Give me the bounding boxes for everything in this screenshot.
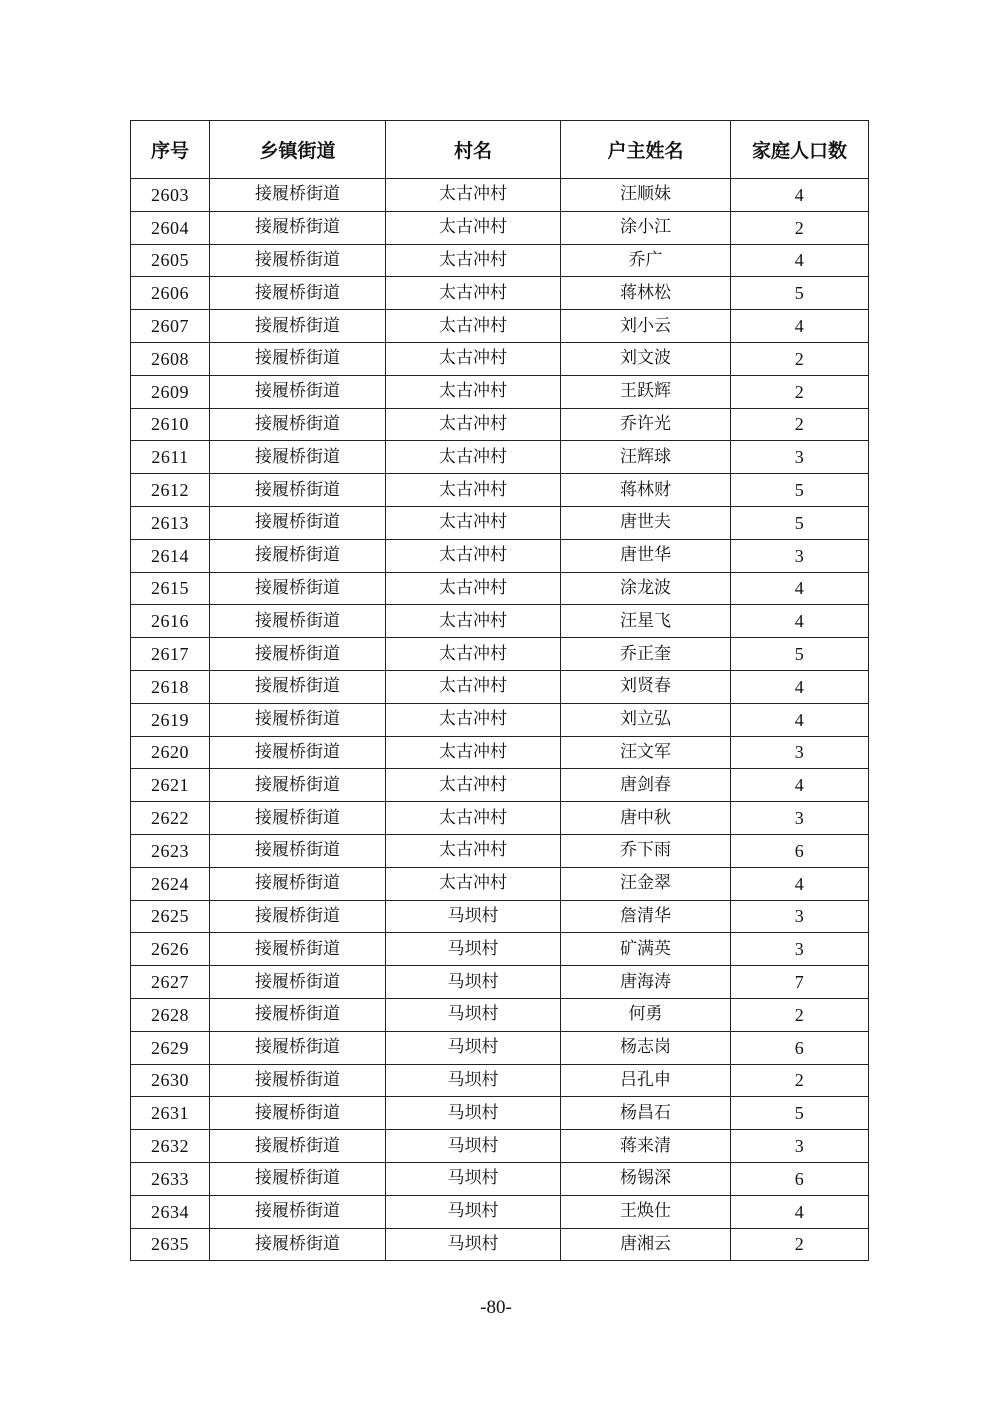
township-street-cell: 接履桥街道 xyxy=(210,769,386,802)
village-name-cell: 太古冲村 xyxy=(386,539,561,572)
table-row xyxy=(131,900,869,933)
serial-number-cell: 2626 xyxy=(131,933,210,966)
village-name-cell: 太古冲村 xyxy=(386,802,561,835)
village-name-cell: 马坝村 xyxy=(386,1064,561,1097)
village-name-cell: 太古冲村 xyxy=(386,736,561,769)
householder-name-cell: 王焕仕 xyxy=(561,1195,731,1228)
serial-number-cell: 2630 xyxy=(131,1064,210,1097)
header-row xyxy=(131,121,869,179)
serial-number-cell: 2609 xyxy=(131,375,210,408)
householder-name-cell: 乔许光 xyxy=(561,408,731,441)
township-street-cell: 接履桥街道 xyxy=(210,539,386,572)
family-size-cell: 4 xyxy=(731,670,869,703)
family-size-cell: 2 xyxy=(731,342,869,375)
serial-number-cell: 2612 xyxy=(131,474,210,507)
family-size-cell: 5 xyxy=(731,474,869,507)
householder-name-cell: 刘立弘 xyxy=(561,703,731,736)
householder-name-cell: 汪辉球 xyxy=(561,441,731,474)
table-row xyxy=(131,703,869,736)
householder-name-cell: 何勇 xyxy=(561,998,731,1031)
householder-name-cell: 刘文波 xyxy=(561,342,731,375)
serial-number-cell: 2629 xyxy=(131,1031,210,1064)
township-street-cell: 接履桥街道 xyxy=(210,900,386,933)
township-street-cell: 接履桥街道 xyxy=(210,474,386,507)
family-size-cell: 4 xyxy=(731,1195,869,1228)
village-name-cell: 太古冲村 xyxy=(386,867,561,900)
table-row xyxy=(131,834,869,867)
village-name-cell: 太古冲村 xyxy=(386,638,561,671)
village-name-cell: 马坝村 xyxy=(386,933,561,966)
table-row xyxy=(131,408,869,441)
township-street-cell: 接履桥街道 xyxy=(210,1097,386,1130)
serial-number-cell: 2605 xyxy=(131,244,210,277)
serial-number-cell: 2606 xyxy=(131,277,210,310)
family-size-cell: 3 xyxy=(731,736,869,769)
serial-number-cell: 2610 xyxy=(131,408,210,441)
village-name-cell: 马坝村 xyxy=(386,1162,561,1195)
village-name-cell: 马坝村 xyxy=(386,1031,561,1064)
header-village-name: 村名 xyxy=(386,121,561,179)
householder-name-cell: 蒋来清 xyxy=(561,1130,731,1163)
householder-name-cell: 刘小云 xyxy=(561,310,731,343)
table-row xyxy=(131,1228,869,1261)
family-size-cell: 4 xyxy=(731,572,869,605)
village-name-cell: 马坝村 xyxy=(386,1130,561,1163)
table-row xyxy=(131,506,869,539)
table-row xyxy=(131,572,869,605)
family-size-cell: 2 xyxy=(731,1228,869,1261)
householder-name-cell: 汪星飞 xyxy=(561,605,731,638)
township-street-cell: 接履桥街道 xyxy=(210,441,386,474)
householder-name-cell: 杨志岗 xyxy=(561,1031,731,1064)
table-row xyxy=(131,211,869,244)
village-name-cell: 太古冲村 xyxy=(386,211,561,244)
family-size-cell: 4 xyxy=(731,867,869,900)
table-row xyxy=(131,277,869,310)
table-row xyxy=(131,441,869,474)
serial-number-cell: 2635 xyxy=(131,1228,210,1261)
village-name-cell: 太古冲村 xyxy=(386,605,561,638)
village-name-cell: 马坝村 xyxy=(386,998,561,1031)
township-street-cell: 接履桥街道 xyxy=(210,1064,386,1097)
serial-number-cell: 2633 xyxy=(131,1162,210,1195)
family-size-cell: 4 xyxy=(731,703,869,736)
village-name-cell: 太古冲村 xyxy=(386,441,561,474)
family-size-cell: 3 xyxy=(731,1130,869,1163)
table-row xyxy=(131,1162,869,1195)
serial-number-cell: 2617 xyxy=(131,638,210,671)
table-row xyxy=(131,342,869,375)
table-row xyxy=(131,1130,869,1163)
header-township-street: 乡镇街道 xyxy=(210,121,386,179)
serial-number-cell: 2613 xyxy=(131,506,210,539)
township-street-cell: 接履桥街道 xyxy=(210,703,386,736)
township-street-cell: 接履桥街道 xyxy=(210,638,386,671)
serial-number-cell: 2631 xyxy=(131,1097,210,1130)
village-name-cell: 马坝村 xyxy=(386,1097,561,1130)
township-street-cell: 接履桥街道 xyxy=(210,605,386,638)
table-row xyxy=(131,670,869,703)
township-street-cell: 接履桥街道 xyxy=(210,1031,386,1064)
serial-number-cell: 2611 xyxy=(131,441,210,474)
serial-number-cell: 2616 xyxy=(131,605,210,638)
family-size-cell: 6 xyxy=(731,1162,869,1195)
serial-number-cell: 2625 xyxy=(131,900,210,933)
village-name-cell: 马坝村 xyxy=(386,1195,561,1228)
village-name-cell: 太古冲村 xyxy=(386,179,561,212)
village-name-cell: 太古冲村 xyxy=(386,769,561,802)
family-size-cell: 4 xyxy=(731,769,869,802)
village-name-cell: 太古冲村 xyxy=(386,244,561,277)
township-street-cell: 接履桥街道 xyxy=(210,1130,386,1163)
householder-name-cell: 乔正奎 xyxy=(561,638,731,671)
family-size-cell: 2 xyxy=(731,408,869,441)
serial-number-cell: 2627 xyxy=(131,966,210,999)
householder-name-cell: 唐世华 xyxy=(561,539,731,572)
township-street-cell: 接履桥街道 xyxy=(210,506,386,539)
township-street-cell: 接履桥街道 xyxy=(210,736,386,769)
township-street-cell: 接履桥街道 xyxy=(210,802,386,835)
village-name-cell: 太古冲村 xyxy=(386,310,561,343)
serial-number-cell: 2622 xyxy=(131,802,210,835)
householder-name-cell: 涂龙波 xyxy=(561,572,731,605)
family-size-cell: 4 xyxy=(731,244,869,277)
village-name-cell: 太古冲村 xyxy=(386,408,561,441)
table-row xyxy=(131,638,869,671)
township-street-cell: 接履桥街道 xyxy=(210,670,386,703)
serial-number-cell: 2614 xyxy=(131,539,210,572)
householder-name-cell: 涂小江 xyxy=(561,211,731,244)
table-row xyxy=(131,1064,869,1097)
village-name-cell: 太古冲村 xyxy=(386,342,561,375)
table-body xyxy=(131,179,869,1261)
township-street-cell: 接履桥街道 xyxy=(210,375,386,408)
householder-name-cell: 蒋林松 xyxy=(561,277,731,310)
family-size-cell: 4 xyxy=(731,605,869,638)
householder-name-cell: 汪顺妹 xyxy=(561,179,731,212)
family-size-cell: 2 xyxy=(731,998,869,1031)
table-row xyxy=(131,539,869,572)
householder-name-cell: 唐剑春 xyxy=(561,769,731,802)
table-row xyxy=(131,605,869,638)
serial-number-cell: 2628 xyxy=(131,998,210,1031)
householder-name-cell: 吕孔申 xyxy=(561,1064,731,1097)
serial-number-cell: 2618 xyxy=(131,670,210,703)
table-row xyxy=(131,933,869,966)
serial-number-cell: 2624 xyxy=(131,867,210,900)
householder-name-cell: 矿满英 xyxy=(561,933,731,966)
family-size-cell: 5 xyxy=(731,277,869,310)
serial-number-cell: 2608 xyxy=(131,342,210,375)
village-name-cell: 太古冲村 xyxy=(386,572,561,605)
village-name-cell: 太古冲村 xyxy=(386,670,561,703)
householder-name-cell: 王跃辉 xyxy=(561,375,731,408)
serial-number-cell: 2634 xyxy=(131,1195,210,1228)
family-size-cell: 5 xyxy=(731,1097,869,1130)
householder-name-cell: 唐中秋 xyxy=(561,802,731,835)
family-size-cell: 4 xyxy=(731,310,869,343)
township-street-cell: 接履桥街道 xyxy=(210,310,386,343)
family-size-cell: 4 xyxy=(731,179,869,212)
township-street-cell: 接履桥街道 xyxy=(210,966,386,999)
householder-name-cell: 唐湘云 xyxy=(561,1228,731,1261)
table-row xyxy=(131,1097,869,1130)
table-header xyxy=(131,121,869,179)
householder-name-cell: 汪文军 xyxy=(561,736,731,769)
header-family-size: 家庭人口数 xyxy=(731,121,869,179)
table-row xyxy=(131,474,869,507)
table-row xyxy=(131,375,869,408)
village-name-cell: 马坝村 xyxy=(386,900,561,933)
householder-name-cell: 刘贤春 xyxy=(561,670,731,703)
family-size-cell: 3 xyxy=(731,441,869,474)
village-name-cell: 太古冲村 xyxy=(386,506,561,539)
page-number: -80- xyxy=(480,1297,512,1318)
household-table-container xyxy=(130,120,868,1261)
table-row xyxy=(131,1195,869,1228)
householder-name-cell: 乔广 xyxy=(561,244,731,277)
village-name-cell: 太古冲村 xyxy=(386,703,561,736)
village-name-cell: 马坝村 xyxy=(386,1228,561,1261)
township-street-cell: 接履桥街道 xyxy=(210,179,386,212)
serial-number-cell: 2632 xyxy=(131,1130,210,1163)
serial-number-cell: 2619 xyxy=(131,703,210,736)
township-street-cell: 接履桥街道 xyxy=(210,1162,386,1195)
family-size-cell: 5 xyxy=(731,638,869,671)
table-row xyxy=(131,867,869,900)
householder-name-cell: 乔下雨 xyxy=(561,834,731,867)
table-row xyxy=(131,769,869,802)
table-row xyxy=(131,179,869,212)
householder-name-cell: 杨昌石 xyxy=(561,1097,731,1130)
township-street-cell: 接履桥街道 xyxy=(210,277,386,310)
family-size-cell: 3 xyxy=(731,933,869,966)
township-street-cell: 接履桥街道 xyxy=(210,998,386,1031)
village-name-cell: 太古冲村 xyxy=(386,474,561,507)
family-size-cell: 3 xyxy=(731,900,869,933)
serial-number-cell: 2623 xyxy=(131,834,210,867)
serial-number-cell: 2603 xyxy=(131,179,210,212)
header-householder-name: 户主姓名 xyxy=(561,121,731,179)
township-street-cell: 接履桥街道 xyxy=(210,342,386,375)
family-size-cell: 6 xyxy=(731,834,869,867)
table-row xyxy=(131,310,869,343)
village-name-cell: 太古冲村 xyxy=(386,375,561,408)
family-size-cell: 2 xyxy=(731,211,869,244)
township-street-cell: 接履桥街道 xyxy=(210,211,386,244)
householder-name-cell: 唐世夫 xyxy=(561,506,731,539)
table-row xyxy=(131,998,869,1031)
township-street-cell: 接履桥街道 xyxy=(210,933,386,966)
householder-name-cell: 唐海涛 xyxy=(561,966,731,999)
township-street-cell: 接履桥街道 xyxy=(210,408,386,441)
township-street-cell: 接履桥街道 xyxy=(210,834,386,867)
serial-number-cell: 2604 xyxy=(131,211,210,244)
header-serial-number: 序号 xyxy=(131,121,210,179)
household-table xyxy=(130,120,869,1261)
householder-name-cell: 杨锡深 xyxy=(561,1162,731,1195)
family-size-cell: 2 xyxy=(731,375,869,408)
serial-number-cell: 2607 xyxy=(131,310,210,343)
serial-number-cell: 2620 xyxy=(131,736,210,769)
township-street-cell: 接履桥街道 xyxy=(210,867,386,900)
family-size-cell: 7 xyxy=(731,966,869,999)
householder-name-cell: 汪金翠 xyxy=(561,867,731,900)
table-row xyxy=(131,966,869,999)
table-row xyxy=(131,736,869,769)
serial-number-cell: 2621 xyxy=(131,769,210,802)
table-row xyxy=(131,1031,869,1064)
table-row xyxy=(131,802,869,835)
family-size-cell: 2 xyxy=(731,1064,869,1097)
family-size-cell: 6 xyxy=(731,1031,869,1064)
table-row xyxy=(131,244,869,277)
township-street-cell: 接履桥街道 xyxy=(210,1228,386,1261)
township-street-cell: 接履桥街道 xyxy=(210,572,386,605)
township-street-cell: 接履桥街道 xyxy=(210,1195,386,1228)
village-name-cell: 太古冲村 xyxy=(386,834,561,867)
village-name-cell: 太古冲村 xyxy=(386,277,561,310)
serial-number-cell: 2615 xyxy=(131,572,210,605)
township-street-cell: 接履桥街道 xyxy=(210,244,386,277)
householder-name-cell: 詹清华 xyxy=(561,900,731,933)
householder-name-cell: 蒋林财 xyxy=(561,474,731,507)
family-size-cell: 5 xyxy=(731,506,869,539)
village-name-cell: 马坝村 xyxy=(386,966,561,999)
family-size-cell: 3 xyxy=(731,802,869,835)
family-size-cell: 3 xyxy=(731,539,869,572)
